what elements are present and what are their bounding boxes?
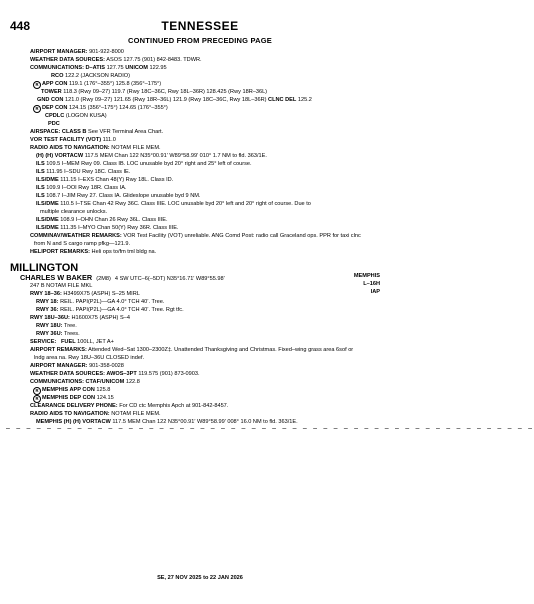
nav-line: ILS 109.9 I–OOI Rwy 18R. Class IA.: [36, 185, 127, 191]
runway-line: RWY 18U–36U: H1600X75 (ASPH) S–4: [30, 315, 130, 321]
nav-line-continued: multiple clearance unlocks.: [40, 209, 108, 215]
rco-line: RCO 122.2 (JACKSON RADIO): [51, 73, 130, 79]
airport-manager-line: AIRPORT MANAGER: 901-922-8000: [30, 49, 124, 55]
airport-remarks-line: AIRPORT REMARKS: Attended Wed–Sat 1300–2300Z‡. Unattended Thanksgiving and Christmas. Fixed–wing grass area 6sof or: [30, 347, 354, 353]
vot-line: VOR TEST FACILITY (VOT) 111.0: [30, 137, 116, 143]
nav-line: ILS 108.7 I–JIM Rwy 27. Class IA. Glideslope unusable byd 9 NM.: [36, 193, 201, 199]
vortac-line: (H) (H) VORTACW 117.5 MEM Chan 122 N35°00.91′ W89°58.99′ 010° 1.7 NM to fld. 363/1E.: [36, 153, 267, 159]
airspace-line: AIRSPACE: CLASS B See VFR Terminal Area Chart.: [30, 129, 164, 135]
memphis-app-line: R MEMPHIS APP CON 125.8: [33, 387, 110, 395]
enroute-chart-label: L–16H: [363, 281, 380, 287]
service-line: SERVICE: FUEL 100LL, JET A+: [30, 339, 114, 345]
effective-dates-footer: SE, 27 NOV 2025 to 22 JAN 2026: [157, 575, 243, 581]
runway-line: RWY 18–36: H3499X75 (ASPH) S–25 MIRL: [30, 291, 140, 297]
radar-circle-icon: R: [33, 81, 41, 89]
page-number: 448: [10, 19, 31, 33]
radar-circle-icon: R: [33, 387, 41, 395]
dashed-divider: – – – – – – – – – – – – – – – – – – – – – – – – – – – – – – – – – – – – – – – – – – – – – – – – – – – –: [6, 425, 534, 432]
runway-end-line: RWY 36U: Trees.: [36, 331, 80, 337]
state-title: TENNESSEE: [161, 19, 239, 33]
radio-aids-line: RADIO AIDS TO NAVIGATION: NOTAM FILE MEM.: [30, 411, 161, 417]
airport-remarks-line-2: lndg area na. Rwy 18U–36U CLOSED indef.: [34, 355, 145, 361]
nav-line: ILS 111.95 I–SDU Rwy 18C. Class IE.: [36, 169, 131, 175]
vortac-line: MEMPHIS (H) (H) VORTACW 117.5 MEM Chan 122 N35°00.91′ W89°58.99′ 008° 16.0 NM to fld. 363/1E.: [36, 419, 298, 425]
radio-aids-line: RADIO AIDS TO NAVIGATION: NOTAM FILE MEM.: [30, 145, 161, 151]
nav-line: ILS 109.5 I–MEM Rwy 09. Class IB. LOC unusable byd 20° right and 25° left of course.: [36, 161, 252, 167]
comm-nav-remarks-line: COMM/NAV/WEATHER REMARKS: VOR Test Facility (VOT) unreliable. ANG Comd Post: radio call Graceland ops. PPR for taxi clnc: [30, 233, 361, 239]
nav-line: ILS/DME 108.9 I–OHN Chan 26 Rwy 36L. Class IIIE.: [36, 217, 168, 223]
comms-line: COMMUNICATIONS: D–ATIS 127.75 UNICOM 122.95: [30, 65, 167, 71]
continued-note: CONTINUED FROM PRECEDING PAGE: [127, 36, 272, 45]
radar-circle-icon: R: [33, 395, 41, 403]
runway-end-line: RWY 18U: Tree.: [36, 323, 77, 329]
runway-end-line: RWY 36: REIL. PAPI(P2L)—GA 4.0° TCH 40’. Tree. Rgt tfc.: [36, 307, 184, 313]
comm-nav-remarks-line-2: from N and S cargo ramp pfkg—121.9.: [34, 241, 131, 247]
weather-line: WEATHER DATA SOURCES: ASOS 127.75 (901) 842-8483. TDWR.: [30, 57, 202, 63]
dep-con-line: R DEP CON 124.15 (356°–175°) 124.65 (176°–355°): [33, 105, 168, 113]
radar-circle-icon: R: [33, 105, 41, 113]
nav-line: ILS/DME 110.5 I–TSE Chan 42 Rwy 36C. Class IIIE. LOC unusable byd 20° left and 20° right of course. Due to: [36, 201, 311, 207]
runway-end-line: RWY 18: REIL. PAPI(P2L)—GA 4.0° TCH 40’. Tree.: [36, 299, 165, 305]
app-con-line: R APP CON 119.1 (176°–355°) 125.8 (356°–175°): [33, 81, 161, 89]
gnd-con-line: GND CON 121.0 (Rwy 09–27) 121.65 (Rwy 18R–36L) 121.9 (Rwy 18C–36C, Rwy 18L–36R) CLNC DEL 125.2: [37, 97, 312, 103]
iap-label: IAP: [370, 289, 380, 295]
heliport-remarks-line: HELIPORT REMARKS: Heli ops to/fm tml bldg na.: [30, 249, 157, 255]
ctaf-line: COMMUNICATIONS: CTAF/UNICOM 122.8: [30, 379, 140, 385]
memphis-dep-line: R MEMPHIS DEP CON 124.15: [33, 395, 114, 403]
nav-line: ILS/DME 111.15 I–EXS Chan 48(Y) Rwy 18L. Class ID.: [36, 177, 174, 183]
clearance-phone-line: CLEARANCE DELIVERY PHONE: For CD ctc Memphis Apch at 901-842-8457.: [30, 403, 229, 409]
nav-line: ILS/DME 111.35 I–MYO Chan 50(Y) Rwy 36R. Class IIIE.: [36, 225, 179, 231]
tower-line: TOWER 118.3 (Rwy 09–27) 119.7 (Rwy 18C–36C, Rwy 18L–36R) 128.425 (Rwy 18R–36L): [41, 89, 268, 95]
airport-manager-line: AIRPORT MANAGER: 901-358-0028: [30, 363, 124, 369]
page-header: [0, 19, 400, 33]
weather-line: WEATHER DATA SOURCES: AWOS–3PT 119.575 (901) 873-0903.: [30, 371, 200, 377]
airport-name-line: CHARLES W BAKER (2M8) 4 SW UTC–6(–5DT) N35°16.71′ W89°55.98′: [20, 273, 225, 282]
cpdlc-line: CPDLC (LOGON KUSA): [45, 113, 107, 119]
city-heading: MILLINGTON: [10, 262, 79, 274]
elevation-line: 247 B NOTAM FILE MKL: [30, 283, 93, 289]
pdc-line: PDC: [48, 121, 60, 127]
sectional-chart-label: MEMPHIS: [353, 273, 380, 279]
